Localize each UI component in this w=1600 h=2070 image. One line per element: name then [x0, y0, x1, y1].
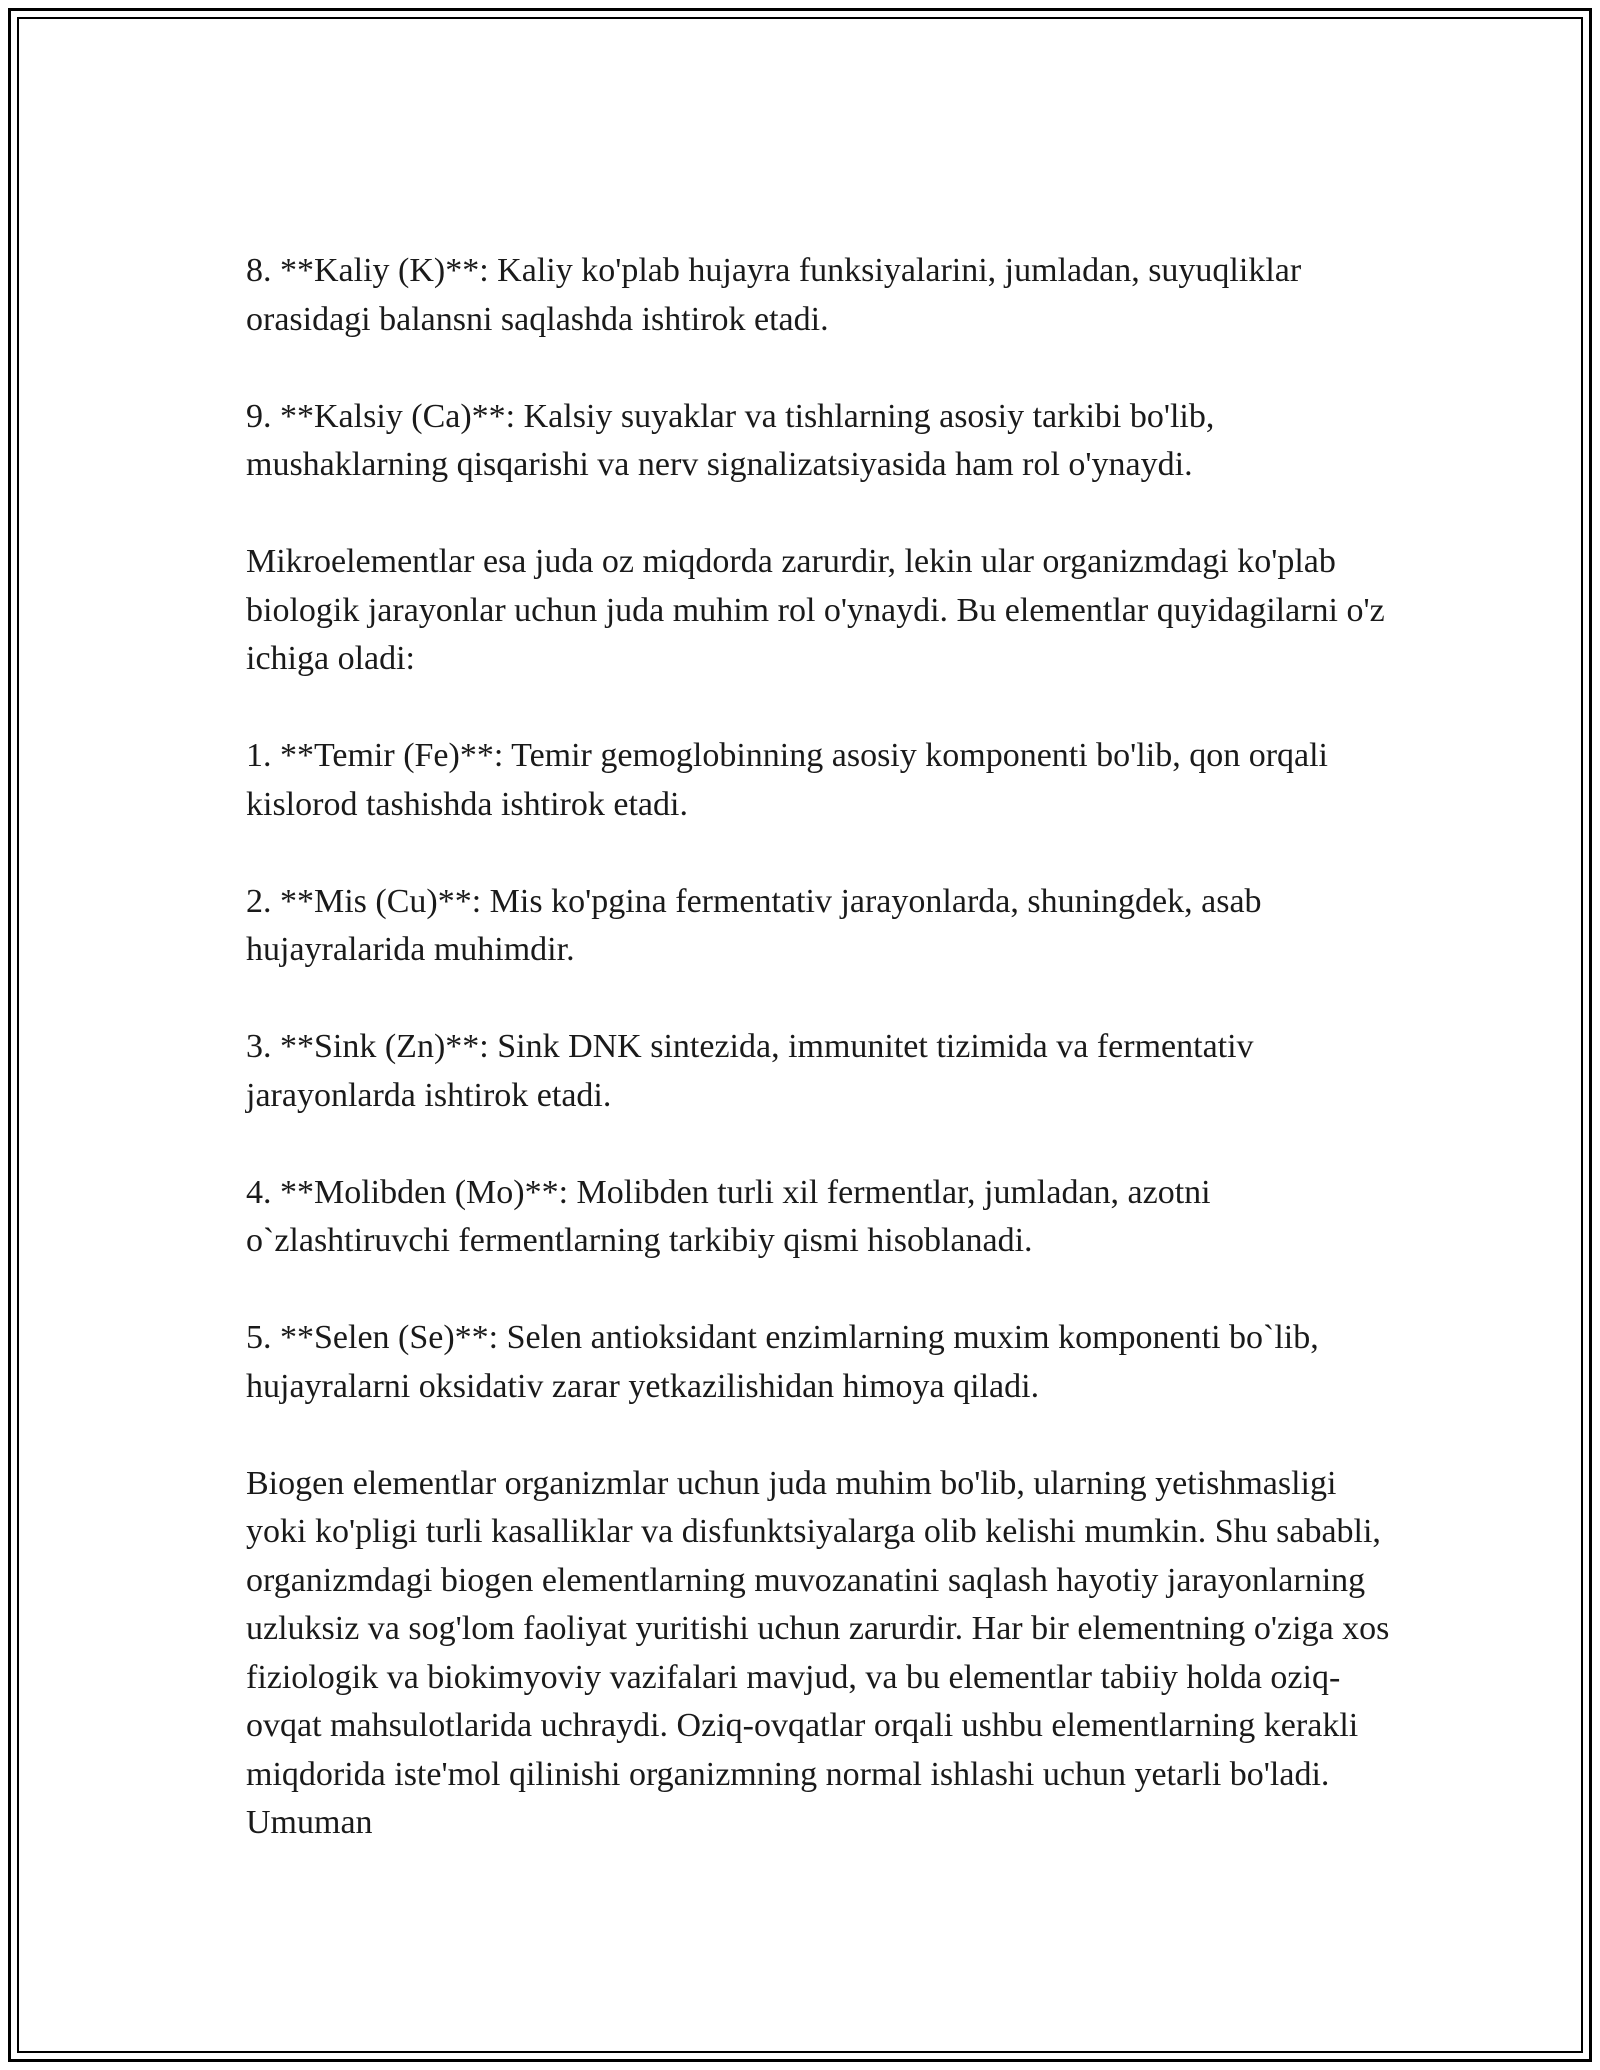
paragraph-selen: 5. **Selen (Se)**: Selen antioksidant enzimlarning muxim komponenti bo`lib, hujayralarni oksidativ zarar yetkazilishidan himoya qiladi.: [246, 1319, 1319, 1405]
paragraph-kaliy: 8. **Kaliy (K)**: Kaliy ko'plab hujayra funksiyalarini, jumladan, suyuqliklar orasidagi balansni saqlashda ishtirok etadi.: [246, 252, 1302, 338]
paragraph-sink: 3. **Sink (Zn)**: Sink DNK sintezida, immunitet tizimida va fermentativ jarayonlarda ishtirok etadi.: [246, 1028, 1254, 1114]
page-frame: [8, 8, 1592, 2062]
paragraph-kalsiy: 9. **Kalsiy (Ca)**: Kalsiy suyaklar va tishlarning asosiy tarkibi bo'lib, mushaklarning qisqarishi va nerv signalizatsiyasida ham rol o'ynaydi.: [246, 397, 1215, 483]
paragraph-mis: 2. **Mis (Cu)**: Mis ko'pgina fermentativ jarayonlarda, shuningdek, asab hujayralarida muhimdir.: [246, 882, 1262, 968]
document-body: [246, 247, 1396, 1896]
paragraph-molibden: 4. **Molibden (Mo)**: Molibden turli xil fermentlar, jumladan, azotni o`zlashtiruvchi fermentlarning tarkibiy qismi hisoblanadi.: [246, 1173, 1211, 1259]
paragraph-biogen-summary: Biogen elementlar organizmlar uchun juda muhim bo'lib, ularning yetishmasligi yoki ko'pligi turli kasalliklar va disfunktsiyalarga olib kelishi mumkin. Shu sababli, organizmdagi biogen elementlarning muvozanatini saqlash hayotiy jarayonlarning uzluksiz va sog'lom faoliyat yuritishi uchun zarurdir. Har bir elementning o'ziga xos fiziologik va biokimyoviy vazifalari mavjud, va bu elementlar tabiiy holda oziq-ovqat mahsulotlarida uchraydi. Oziq-ovqatlar orqali ushbu elementlarning kerakli miqdorida iste'mol qilinishi organizmning normal ishlashi uchun yetarli bo'ladi. Umuman: [246, 1464, 1390, 1841]
paragraph-mikroelementlar: Mikroelementlar esa juda oz miqdorda zarurdir, lekin ular organizmdagi ko'plab biologik jarayonlar uchun juda muhim rol o'ynaydi. Bu elementlar quyidagilarni o'z ichiga oladi:: [246, 543, 1385, 677]
paragraph-temir: 1. **Temir (Fe)**: Temir gemoglobinning asosiy komponenti bo'lib, qon orqali kislorod tashishda ishtirok etadi.: [246, 737, 1329, 823]
